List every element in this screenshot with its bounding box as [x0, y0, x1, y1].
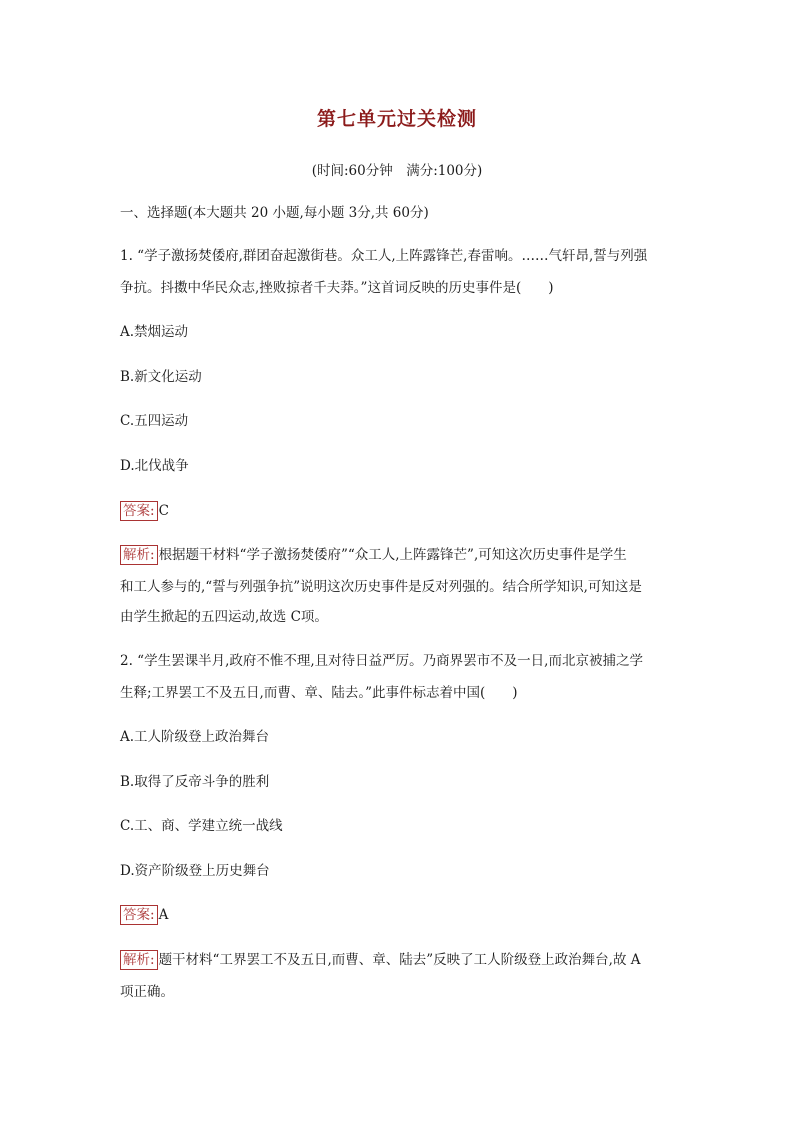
question-1-explain-line1	[120, 545, 680, 565]
question-2-stem-line2: 生释;工界罢工不及五日,而曹、章、陆去。”此事件标志着中国( )	[120, 685, 518, 701]
document-title: 第七单元过关检测	[316, 108, 477, 130]
question-1-explain-line3: 由学生掀起的五四运动,故选 C项。	[120, 609, 328, 625]
question-1-option-c: C.五四运动	[120, 413, 189, 429]
answer-value: C	[158, 503, 169, 519]
question-1-option-d: D.北伐战争	[120, 458, 189, 474]
question-2-option-c: C.工、商、学建立统一战线	[120, 818, 283, 834]
document-subtitle: (时间:60分钟 满分:100分)	[311, 163, 483, 179]
question-2-option-d: D.资产阶级登上历史舞台	[120, 863, 270, 879]
question-2-answer	[120, 905, 680, 925]
explain-tag: 解析:	[120, 545, 158, 565]
question-1-option-a: A.禁烟运动	[120, 324, 189, 340]
question-2-explain-line1	[120, 950, 680, 970]
question-2-option-b: B.取得了反帝斗争的胜利	[120, 774, 270, 790]
question-1-answer	[120, 501, 680, 521]
question-2-stem-line1: 2. “学生罢课半月,政府不惟不理,且对待日益严厉。乃商界罢市不及一日,而北京被捕之学	[120, 653, 643, 669]
answer-tag: 答案:	[120, 501, 158, 521]
question-1-explain-line2: 和工人参与的,“誓与列强争抗”说明这次历史事件是反对列强的。结合所学知识,可知这是	[120, 579, 642, 595]
section-heading: 一、选择题(本大题共 20 小题,每小题 3分,共 60分)	[120, 205, 429, 221]
explain-tag: 解析:	[120, 950, 158, 970]
question-2-explain-line2: 项正确。	[120, 984, 174, 1000]
answer-value: A	[158, 907, 169, 923]
explain-text: 根据题干材料“学子激扬焚倭府”“众工人,上阵露锋芒”,可知这次历史事件是学生	[158, 547, 627, 563]
question-1-option-b: B.新文化运动	[120, 369, 202, 385]
question-1-stem-line1: 1. “学子激扬焚倭府,群团奋起激街巷。众工人,上阵露锋芒,春雷响。……气轩昂,誓与列强	[120, 248, 648, 264]
question-2-option-a: A.工人阶级登上政治舞台	[120, 729, 270, 745]
question-1-stem-line2: 争抗。抖擞中华民众志,挫败掠者千夫莽。”这首词反映的历史事件是( )	[120, 280, 554, 296]
answer-tag: 答案:	[120, 905, 158, 925]
explain-text: 题干材料“工界罢工不及五日,而曹、章、陆去”反映了工人阶级登上政治舞台,故 A	[158, 952, 641, 968]
